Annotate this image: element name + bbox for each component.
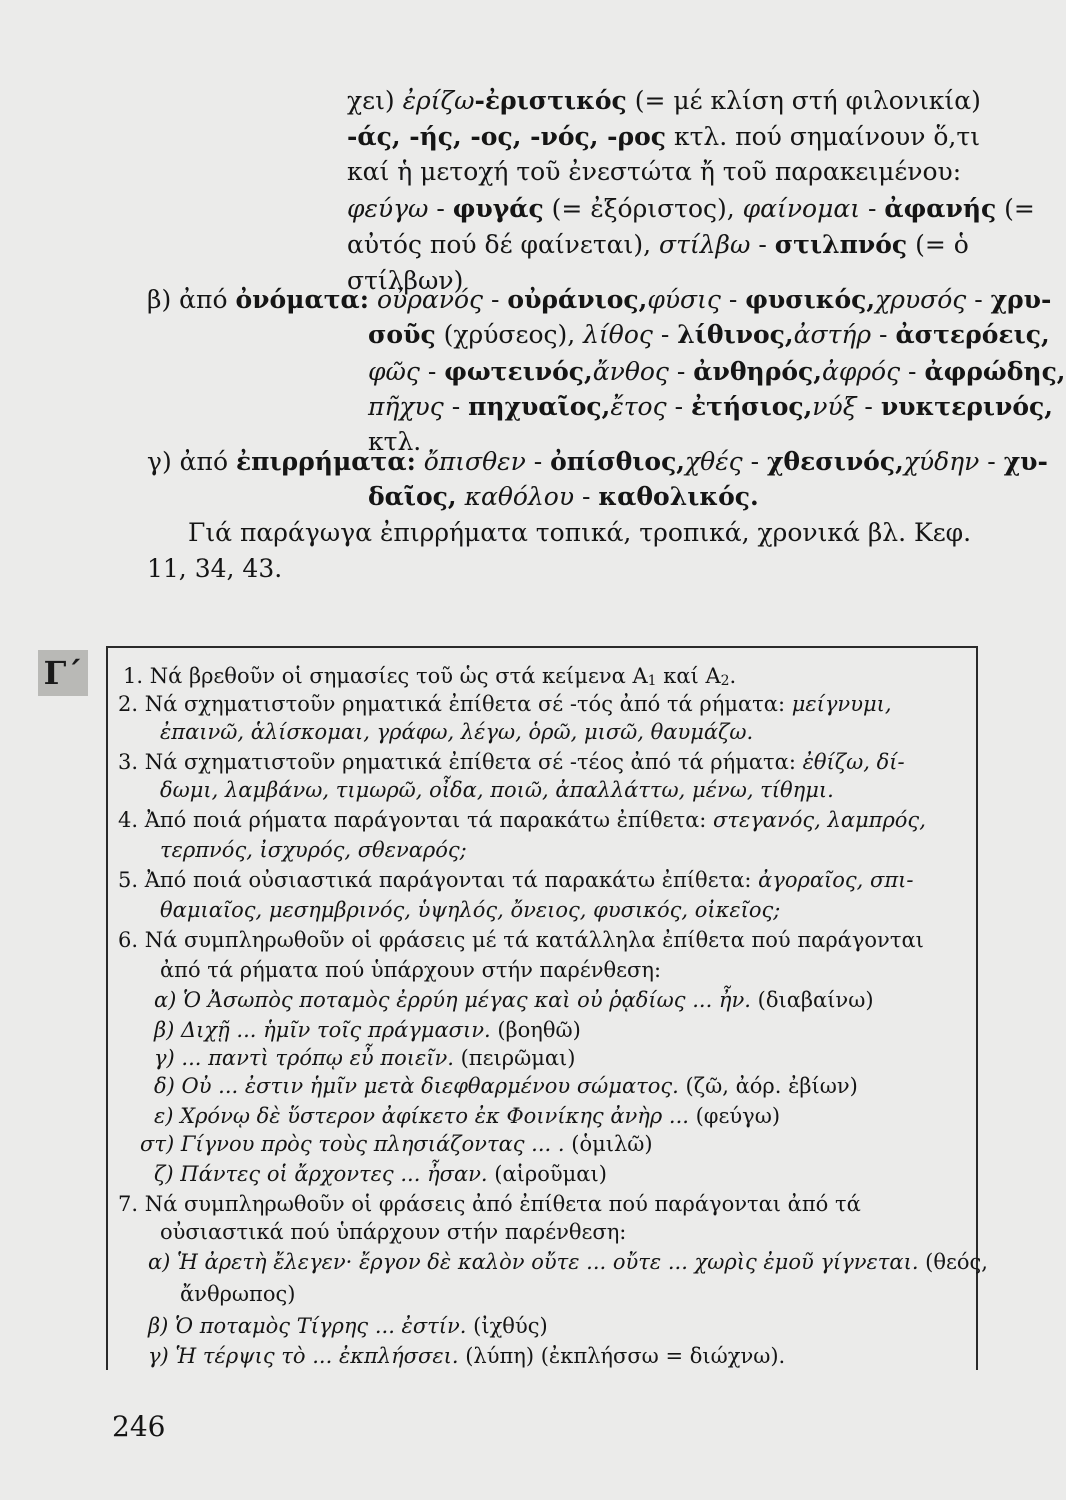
text-segment: 2 <box>720 673 730 689</box>
text-segment: - <box>668 357 694 386</box>
text-segment: - <box>860 194 885 223</box>
text-segment: . <box>729 664 737 688</box>
text-segment: κτλ. <box>368 427 422 456</box>
text-segment: ἐθίζω, δί- <box>802 750 905 774</box>
text-segment: φύσις <box>647 285 721 314</box>
text-segment: β) Διχῇ ... ἡμῖν τοῖς πράγμασιν. <box>154 1018 491 1042</box>
text-segment: χει) <box>347 86 403 115</box>
exercise-7-a <box>148 1248 988 1276</box>
text-segment: φυγάς <box>452 194 544 223</box>
text-segment: - <box>900 357 925 386</box>
text-segment: καί ἡ μετοχή τοῦ ἐνεστώτα ἤ τοῦ παρακειμένου: <box>347 157 962 186</box>
text-segment: δαῖος, <box>368 482 457 511</box>
text-segment: γ) ἀπό <box>147 447 236 476</box>
exercise-7 <box>118 1190 861 1218</box>
text-segment: - <box>720 285 746 314</box>
text-segment: δ) Οὐ ... ἐστιν ἡμῖν μετὰ διεφθαρμένου σώματος. <box>154 1074 679 1098</box>
text-segment: λίθινος, <box>677 320 794 349</box>
exercise-6-g <box>154 1160 607 1188</box>
exercise-6-cont <box>160 956 661 984</box>
text-segment: α) Ὁ Ἀσωπὸς ποταμὸς ἐρρύη μέγας καὶ οὐ ῥᾳδίως ... ἦν. <box>154 988 751 1012</box>
text-segment: 1. Νά βρεθοῦν οἱ σημασίες τοῦ ὡς στά κείμενα Α <box>123 664 648 688</box>
text-segment: ἀστερόεις, <box>895 320 1050 349</box>
text-segment: β) ἀπό <box>147 285 236 314</box>
text-segment: οὐσιαστικά πού ὑπάρχουν στήν παρένθεση: <box>160 1220 627 1244</box>
text-segment: - <box>871 320 896 349</box>
text-segment: πηχυαῖος, <box>468 392 611 421</box>
text-segment: - <box>742 447 767 476</box>
text-line <box>347 228 969 262</box>
text-segment: β) Ὁ ποταμὸς Τίγρης ... ἐστίν. <box>148 1314 467 1338</box>
text-segment: ὀπίσθιος, <box>550 447 686 476</box>
exercise-6-e <box>154 1102 780 1130</box>
text-segment: φεύγω <box>347 194 429 223</box>
text-segment: ἐπιρρήματα: <box>235 447 416 476</box>
text-segment: λίθος <box>583 320 653 349</box>
text-segment: -ἐριστικός <box>474 86 627 115</box>
text-line <box>347 84 981 118</box>
text-segment: 6. Νά συμπληρωθοῦν οἱ φράσεις μέ τά κατάλληλα ἐπίθετα πού παράγονται <box>118 928 924 952</box>
text-segment: χρυ- <box>990 285 1052 314</box>
text-segment: αὐτός πού δέ φαίνεται), <box>347 230 659 259</box>
text-segment: θαμιαῖος, μεσημβρινός, ὑψηλός, ὄνειος, φυσικός, οἰκεῖος; <box>160 898 781 922</box>
text-segment: δωμι, λαμβάνω, τιμωρῶ, οἶδα, ποιῶ, ἀπαλλάττω, μένω, τίθημι. <box>160 778 834 802</box>
text-segment <box>369 285 377 314</box>
exercise-2 <box>118 690 892 718</box>
text-segment: - <box>652 320 678 349</box>
text-segment: στιλπνός <box>774 230 908 259</box>
text-segment: στεγανός, λαμπρός, <box>713 808 926 832</box>
text-segment: (ἰχθύς) <box>466 1314 548 1338</box>
text-segment: κτλ. πού σημαίνουν ὅ,τι <box>666 122 980 151</box>
exercise-3 <box>118 748 905 776</box>
text-segment: νύξ <box>812 392 857 421</box>
page-number: 246 <box>112 1410 166 1443</box>
exercise-7-cont <box>160 1218 626 1246</box>
text-segment: (πειρῶμαι) <box>453 1046 576 1070</box>
text-line <box>368 480 759 514</box>
text-segment: Γιά παράγωγα ἐπιρρήματα τοπικά, τροπικά, χρονικά βλ. Κεφ. <box>188 518 972 547</box>
text-segment: φῶς <box>368 357 420 386</box>
exercise-6-b <box>154 1016 581 1044</box>
exercise-2-cont <box>160 718 753 746</box>
text-segment: ἀφρός <box>821 357 901 386</box>
text-segment: - <box>966 285 991 314</box>
text-segment: ἀφανής <box>884 194 997 223</box>
text-segment: 7. Νά συμπληρωθοῦν οἱ φράσεις ἀπό ἐπίθετα πού παράγονται ἀπό τά <box>118 1192 861 1216</box>
text-segment: ἀγοραῖος, σπι- <box>758 868 914 892</box>
text-segment: (θεός, <box>918 1250 988 1274</box>
text-line <box>147 445 1048 479</box>
text-segment: φωτεινός, <box>444 357 593 386</box>
text-segment: 1 <box>647 673 657 689</box>
text-segment: - <box>525 447 551 476</box>
text-segment: χθές <box>685 447 743 476</box>
text-segment: - <box>750 230 775 259</box>
exercise-5 <box>118 866 913 894</box>
text-segment: ὄπισθεν <box>423 447 526 476</box>
text-segment: στίλβων) <box>347 266 464 295</box>
text-segment: (φεύγω) <box>688 1104 781 1128</box>
exercise-7-b <box>148 1312 548 1340</box>
exercise-4 <box>118 806 926 834</box>
text-segment <box>457 482 465 511</box>
text-segment: ἐτήσιος, <box>690 392 813 421</box>
text-segment: ἀπό τά ρήματα πού ὑπάρχουν στήν παρένθεση: <box>160 958 662 982</box>
text-segment: ὀνόματα: <box>235 285 369 314</box>
text-line <box>347 155 961 189</box>
text-segment: - <box>856 392 881 421</box>
text-segment: - <box>428 194 453 223</box>
exercise-6-f <box>140 1130 653 1158</box>
text-segment: - <box>574 482 599 511</box>
text-segment: φαίνομαι <box>742 194 861 223</box>
text-segment: α) Ἡ ἀρετὴ ἔλεγεν· ἔργον δὲ καλὸν οὔτε ... οὔτε ... χωρὶς ἐμοῦ γίγνεται. <box>148 1250 919 1274</box>
text-segment: ἔτος <box>610 392 667 421</box>
text-segment: μείγνυμι, <box>791 692 892 716</box>
text-segment: 5. Ἀπό ποιά οὐσιαστικά παράγονται τά παρακάτω ἐπίθετα: <box>118 868 759 892</box>
text-line <box>147 552 282 586</box>
text-segment: πῆχυς <box>368 392 444 421</box>
text-segment: - <box>419 357 445 386</box>
text-line <box>347 192 1035 226</box>
text-segment: οὐράνιος, <box>507 285 648 314</box>
text-segment: χρυσός <box>875 285 967 314</box>
text-segment: - <box>443 392 469 421</box>
text-segment: φυσικός, <box>745 285 876 314</box>
text-segment: ε) Χρόνῳ δὲ ὕστερον ἀφίκετο ἐκ Φοινίκης ἀνὴρ ... <box>154 1104 689 1128</box>
text-segment: καθόλου <box>464 482 575 511</box>
text-line <box>347 120 980 154</box>
text-segment: 2. Νά σχηματιστοῦν ρηματικά ἐπίθετα σέ -τός ἀπό τά ρήματα: <box>118 692 792 716</box>
text-line <box>368 318 1050 352</box>
text-segment: (βοηθῶ) <box>490 1018 581 1042</box>
text-segment: χθεσινός, <box>766 447 904 476</box>
text-segment: ἄνθρωπος) <box>180 1282 296 1306</box>
exercise-5-cont <box>160 896 780 924</box>
section-label: Γ΄ <box>38 650 88 696</box>
text-segment: - <box>666 392 691 421</box>
text-segment: ἄνθος <box>592 357 669 386</box>
exercise-6-c <box>154 1044 575 1072</box>
text-segment: (διαβαίνω) <box>750 988 874 1012</box>
text-segment: καί Α <box>656 664 721 688</box>
text-segment: ἐπαινῶ, ἁλίσκομαι, γράφω, λέγω, ὁρῶ, μισῶ, θαυμάζω. <box>160 720 754 744</box>
exercise-7-a-cont <box>180 1280 295 1308</box>
text-segment: (ζῶ, ἀόρ. ἐβίων) <box>678 1074 858 1098</box>
text-segment: ἀνθηρός, <box>693 357 822 386</box>
text-segment: 4. Ἀπό ποιά ρήματα παράγονται τά παρακάτω ἐπίθετα: <box>118 808 714 832</box>
text-segment: (χρύσεος), <box>435 320 584 349</box>
exercise-6-d <box>154 1072 858 1100</box>
text-segment: 11, 34, 43. <box>147 554 283 583</box>
text-segment: καθολικός. <box>598 482 759 511</box>
text-segment: ζ) Πάντες οἱ ἄρχοντες ... ἦσαν. <box>154 1162 488 1186</box>
text-segment: χυ- <box>1003 447 1048 476</box>
text-segment: (= ἐξόριστος), <box>543 194 743 223</box>
text-segment: ἀστήρ <box>793 320 872 349</box>
text-segment <box>416 447 424 476</box>
text-segment: χύδην <box>903 447 980 476</box>
exercise-6 <box>118 926 924 954</box>
exercise-4-cont <box>160 836 467 864</box>
text-segment: στ) Γίγνου πρὸς τοὺς πλησιάζοντας ... . <box>140 1132 565 1156</box>
text-segment: - <box>483 285 508 314</box>
text-segment: γ) ... παντὶ τρόπῳ εὖ ποιεῖν. <box>154 1046 454 1070</box>
text-segment: γ) Ἡ τέρψις τὸ ... ἐκπλήσσει. <box>148 1344 459 1368</box>
exercise-6-a <box>154 986 874 1014</box>
text-segment: οὐρανός <box>376 285 484 314</box>
text-line <box>147 283 1051 317</box>
text-segment: (= ὁ <box>907 230 969 259</box>
text-segment: (ὁμιλῶ) <box>564 1132 653 1156</box>
text-line <box>188 516 971 550</box>
text-line <box>368 390 1053 424</box>
text-segment: (λύπη) (ἐκπλήσσω = διώχνω). <box>458 1344 786 1368</box>
text-segment: τερπνός, ἰσχυρός, σθεναρός; <box>160 838 467 862</box>
text-segment: (= μέ κλίση στή φιλονικία) <box>626 86 981 115</box>
text-segment: νυκτερινός, <box>880 392 1053 421</box>
text-segment: σοῦς <box>368 320 436 349</box>
text-segment: στίλβω <box>659 230 751 259</box>
text-segment: - <box>979 447 1004 476</box>
text-segment: -άς, -ής, -ος, -νός, -ρος <box>347 122 667 151</box>
exercise-7-c <box>148 1342 785 1370</box>
text-segment: 3. Νά σχηματιστοῦν ρηματικά ἐπίθετα σέ -τέος ἀπό τά ρήματα: <box>118 750 803 774</box>
exercise-3-cont <box>160 776 834 804</box>
text-segment: (αἱροῦμαι) <box>487 1162 607 1186</box>
text-segment: (= <box>996 194 1035 223</box>
text-line <box>368 355 1066 389</box>
text-segment: ἐρίζω <box>402 86 475 115</box>
text-segment: ἀφρώδης, <box>924 357 1066 386</box>
